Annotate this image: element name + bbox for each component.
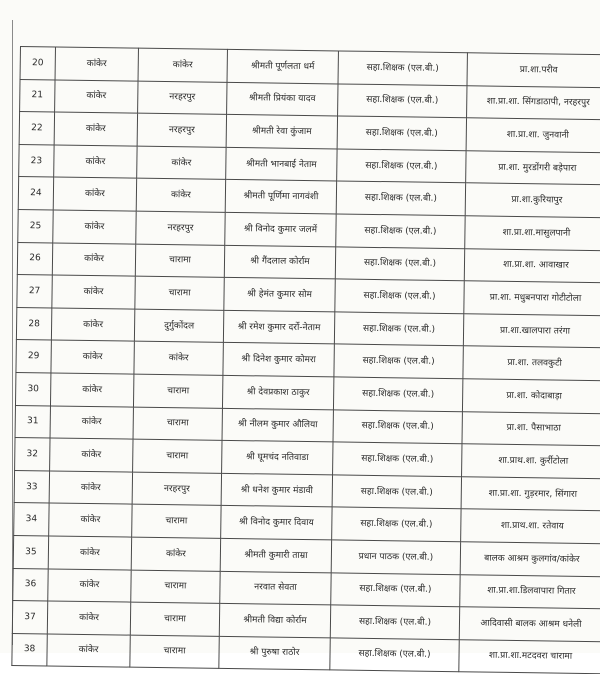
employee-name-cell: श्रीमती भानबाई नेताम xyxy=(226,147,337,181)
designation-cell: सहा.शिक्षक (एल.बी.) xyxy=(334,312,463,346)
table-body xyxy=(12,47,600,674)
school-cell: प्रा.शा. मुरडोंगरी बड़ेपारा xyxy=(466,151,600,186)
district-cell: कांकेर xyxy=(47,634,130,668)
school-cell: शा.प्रा.शा.डिलवापारा गितार xyxy=(460,574,600,609)
block-cell: कांकेर xyxy=(134,341,223,375)
school-cell: शा.प्राथ.शा. कुर्रीटोला xyxy=(462,444,600,479)
employee-name-cell: श्री पुरुषा राठोर xyxy=(219,636,330,670)
serial-number-cell: 24 xyxy=(18,177,53,210)
school-cell: शा.प्राथ.शा. रतेवाय xyxy=(461,509,600,544)
employee-name-cell: श्री घूमचंद नतिवाडा xyxy=(222,440,333,474)
district-cell: कांकेर xyxy=(55,47,138,81)
block-cell: नरहरपुर xyxy=(136,211,225,245)
designation-cell: सहा.शिक्षक (एल.बी.) xyxy=(336,181,465,215)
block-cell: कांकेर xyxy=(131,537,220,571)
employee-name-cell: श्री विनोद कुमार जलमें xyxy=(225,212,336,246)
block-cell: नरहरपुर xyxy=(137,113,226,147)
school-cell: प्रा.शा. कोदाबाड़ा xyxy=(462,379,600,414)
designation-cell: सहा.शिक्षक (एल.बी.) xyxy=(338,84,467,118)
school-cell: प्रा.शा.परीव xyxy=(467,53,600,88)
block-cell: चारामा xyxy=(135,244,224,278)
serial-number-cell: 27 xyxy=(17,275,52,308)
employee-name-cell: श्री गैंदलाल कोर्राम xyxy=(224,245,335,279)
designation-cell: सहा.शिक्षक (एल.बी.) xyxy=(330,605,459,639)
employee-name-cell: श्री हेमंत कुमार सोम xyxy=(224,278,335,312)
block-cell: चारामा xyxy=(130,635,219,669)
serial-number-cell: 21 xyxy=(20,79,55,112)
serial-number-cell: 38 xyxy=(12,633,47,666)
serial-number-cell: 29 xyxy=(16,340,51,373)
district-cell: कांकेर xyxy=(51,340,134,374)
designation-cell: सहा.शिक्षक (एल.बी.) xyxy=(334,344,463,378)
school-cell: प्रा.शा.खालपारा तरंगा xyxy=(463,313,600,348)
district-cell: कांकेर xyxy=(55,80,138,114)
designation-cell: सहा.शिक्षक (एल.बी.) xyxy=(332,507,461,541)
district-cell: कांकेर xyxy=(54,112,137,146)
school-cell: शा.प्रा.शा. आवाखार xyxy=(464,248,600,283)
serial-number-cell: 30 xyxy=(15,372,50,405)
designation-cell: सहा.शिक्षक (एल.बी.) xyxy=(330,638,459,672)
designation-cell: सहा.शिक्षक (एल.बी.) xyxy=(333,377,462,411)
serial-number-cell: 35 xyxy=(13,535,48,568)
district-cell: कांकेर xyxy=(49,503,132,537)
school-cell: शा.प्रा.शा.मासुलपानी xyxy=(465,216,600,251)
school-cell: शा.प्रा.शा. जुनवानी xyxy=(466,118,600,153)
district-cell: कांकेर xyxy=(53,177,136,211)
employee-name-cell: श्री नीलम कुमार औलिया xyxy=(222,408,333,442)
designation-cell: सहा.शिक्षक (एल.बी.) xyxy=(335,279,464,313)
school-cell: आदिवासी बालक आश्रम धनेली xyxy=(459,607,600,642)
block-cell: चारामा xyxy=(133,374,222,408)
serial-number-cell: 22 xyxy=(19,112,54,145)
designation-cell: सहा.शिक्षक (एल.बी.) xyxy=(336,214,465,248)
district-cell: कांकेर xyxy=(48,568,131,602)
designation-cell: सहा.शिक्षक (एल.बी.) xyxy=(331,572,460,606)
serial-number-cell: 32 xyxy=(15,438,50,471)
table-row xyxy=(12,633,600,674)
block-cell: नरहरपुर xyxy=(138,81,227,115)
designation-cell: सहा.शिक्षक (एल.बी.) xyxy=(337,116,466,150)
block-cell: चारामा xyxy=(133,407,222,441)
employee-name-cell: श्रीमती प्रियंका यादव xyxy=(227,82,338,116)
district-cell: कांकेर xyxy=(54,145,137,179)
block-cell: कांकेर xyxy=(137,146,226,180)
employee-name-cell: श्री विनोद कुमार दिवाय xyxy=(221,506,332,540)
school-cell: प्रा.शा.कुरियापुर xyxy=(465,183,600,218)
designation-cell: सहा.शिक्षक (एल.बी.) xyxy=(337,149,466,183)
district-cell: कांकेर xyxy=(47,601,130,635)
designation-cell: प्रधान पाठक (एल.बी.) xyxy=(331,540,460,574)
designation-cell: सहा.शिक्षक (एल.बी.) xyxy=(332,475,461,509)
employee-name-cell: श्री धनेश कुमार मंडावी xyxy=(221,473,332,507)
block-cell: दुर्गुकोंदल xyxy=(134,309,223,343)
district-cell: कांकेर xyxy=(50,373,133,407)
serial-number-cell: 36 xyxy=(13,568,48,601)
school-cell: शा.प्रा.शा. सिंगडाठापी, नरहरपुर xyxy=(467,85,600,120)
serial-number-cell: 20 xyxy=(20,47,55,80)
designation-cell: सहा.शिक्षक (एल.बी.) xyxy=(333,409,462,443)
block-cell: चारामा xyxy=(132,504,221,538)
employee-name-cell: श्रीमती पूर्णलता धर्म xyxy=(227,49,338,83)
employee-name-cell: श्री दिनेश कुमार कोमरा xyxy=(223,343,334,377)
employee-name-cell: श्रीमती पूर्णिमा नागवंशी xyxy=(225,180,336,214)
district-cell: कांकेर xyxy=(51,308,134,342)
district-cell: कांकेर xyxy=(50,405,133,439)
block-cell: चारामा xyxy=(133,439,222,473)
district-cell: कांकेर xyxy=(52,243,135,277)
block-cell: कांकेर xyxy=(138,48,227,82)
school-cell: शा.प्रा.शा.मटदवरा चारामा xyxy=(459,639,600,674)
district-cell: कांकेर xyxy=(50,438,133,472)
serial-number-cell: 28 xyxy=(16,307,51,340)
district-cell: कांकेर xyxy=(49,471,132,505)
teacher-roster-table xyxy=(11,46,600,674)
designation-cell: सहा.शिक्षक (एल.बी.) xyxy=(338,51,467,85)
employee-name-cell: श्री रमेश कुमार दर्रो-नेताम xyxy=(223,310,334,344)
block-cell: चारामा xyxy=(130,602,219,636)
roster-sheet xyxy=(12,46,590,663)
block-cell: चारामा xyxy=(131,570,220,604)
district-cell: कांकेर xyxy=(48,536,131,570)
school-cell: प्रा.शा. तलवकुटी xyxy=(463,346,600,381)
serial-number-cell: 23 xyxy=(19,144,54,177)
designation-cell: सहा.शिक्षक (एल.बी.) xyxy=(335,246,464,280)
school-cell: प्रा.शा. पैसाभाठा xyxy=(462,411,600,446)
school-cell: बालक आश्रम कुलगांव/कांकेर xyxy=(460,542,600,577)
serial-number-cell: 26 xyxy=(17,242,52,275)
block-cell: कांकेर xyxy=(136,179,225,213)
serial-number-cell: 25 xyxy=(18,209,53,242)
employee-name-cell: श्रीमती रेवा कुंजाम xyxy=(226,115,337,149)
serial-number-cell: 37 xyxy=(12,601,47,634)
school-cell: प्रा.शा. मधुबनपारा गोटीटोला xyxy=(464,281,600,316)
district-cell: कांकेर xyxy=(52,275,135,309)
employee-name-cell: श्री देवप्रकाश ठाकुर xyxy=(222,375,333,409)
serial-number-cell: 33 xyxy=(14,470,49,503)
school-cell: शा.प्रा.शा. गुड़रमार, सिंगारा xyxy=(461,476,600,511)
designation-cell: सहा.शिक्षक (एल.बी.) xyxy=(333,442,462,476)
serial-number-cell: 31 xyxy=(15,405,50,438)
employee-name-cell: श्रीमती विद्या कोर्राम xyxy=(219,603,330,637)
serial-number-cell: 34 xyxy=(14,503,49,536)
block-cell: नरहरपुर xyxy=(132,472,221,506)
block-cell: चारामा xyxy=(135,276,224,310)
employee-name-cell: श्रीमती कुमारी ताम्रा xyxy=(220,538,331,572)
employee-name-cell: नरवात सेवता xyxy=(220,571,331,605)
district-cell: कांकेर xyxy=(53,210,136,244)
